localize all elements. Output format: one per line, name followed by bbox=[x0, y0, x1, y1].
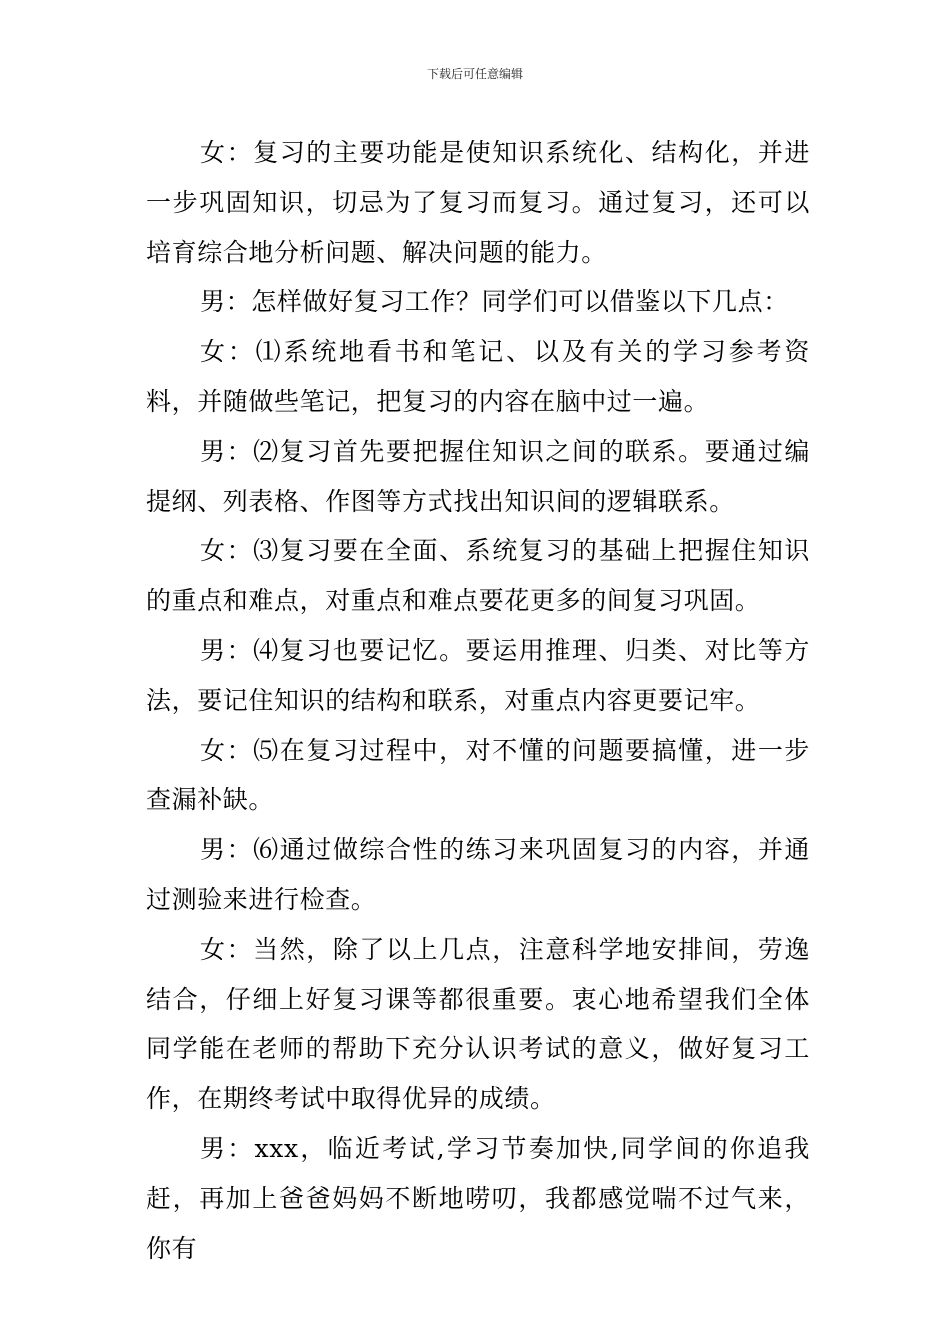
paragraph-1: 女：复习的主要功能是使知识系统化、结构化，并进一步巩固知识，切忌为了复习而复习。通过复习，还可以培育综合地分析问题、解决问题的能力。 bbox=[146, 138, 810, 267]
paragraph-7: 女：⑸在复习过程中，对不懂的问题要搞懂，进一步查漏补缺。 bbox=[146, 735, 810, 815]
paragraph-8: 男：⑹通过做综合性的练习来巩固复习的内容，并通过测验来进行检查。 bbox=[146, 835, 810, 914]
paragraph-9: 女：当然，除了以上几点，注意科学地安排间，劳逸结合，仔细上好复习课等都很重要。衷心地希望我们全体同学能在老师的帮助下充分认识考试的意义，做好复习工作，在期终考试中取得优异的成绩。 bbox=[146, 934, 810, 1114]
paragraph-10: 男：xxx，临近考试,学习节奏加快,同学间的你追我赶，再加上爸爸妈妈不断地唠叨，我都感觉喘不过气来，你有 bbox=[146, 1133, 810, 1263]
document-body bbox=[146, 128, 810, 1273]
paragraph-2: 男：怎样做好复习工作？同学们可以借鉴以下几点： bbox=[200, 287, 789, 317]
paragraph-3: 女：⑴系统地看书和笔记、以及有关的学习参考资料，并随做些笔记，把复习的内容在脑中过一遍。 bbox=[146, 337, 810, 416]
paragraph-4: 男：⑵复习首先要把握住知识之间的联系。要通过编提纲、列表格、作图等方式找出知识间的逻辑联系。 bbox=[146, 436, 810, 516]
paragraph-6: 男：⑷复习也要记忆。要运用推理、归类、对比等方法，要记住知识的结构和联系，对重点内容更要记牢。 bbox=[146, 635, 810, 715]
header-note: 下载后可任意编辑 bbox=[426, 67, 523, 81]
paragraph-5: 女：⑶复习要在全面、系统复习的基础上把握住知识的重点和难点，对重点和难点要花更多的间复习巩固。 bbox=[146, 536, 810, 616]
